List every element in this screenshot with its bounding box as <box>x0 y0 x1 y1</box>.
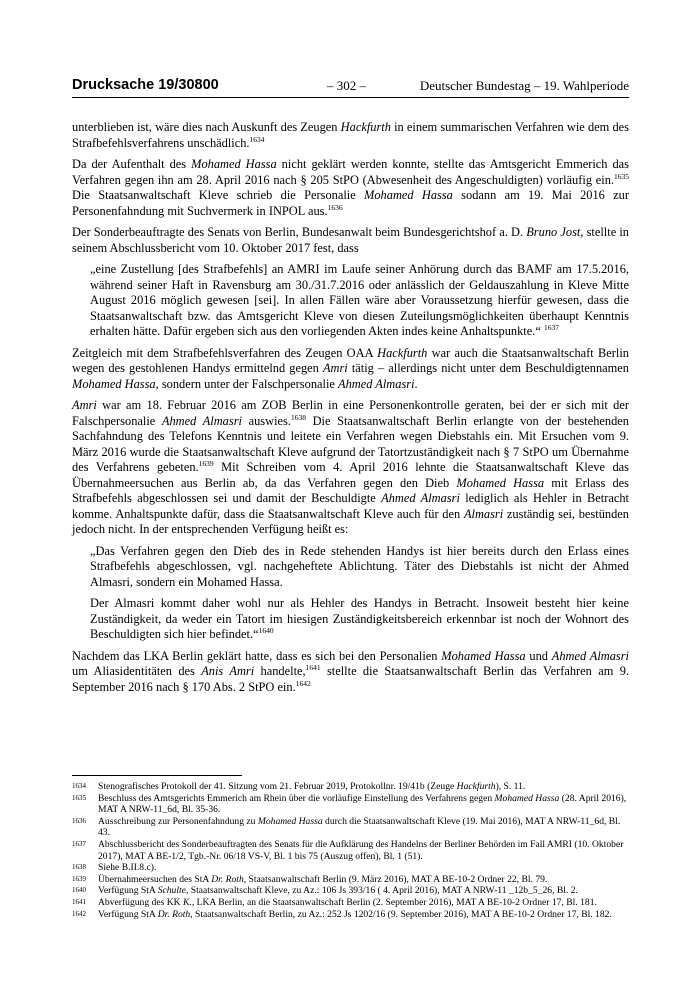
footnote-ref[interactable]: 1638 <box>290 412 306 422</box>
footnotes <box>72 781 629 920</box>
footnote-number: 1638 <box>72 863 86 872</box>
paragraph-3: Der Sonderbeauftragte des Senats von Berlin, Bundesanwalt beim Bundesgerichtshof a. D. Bruno Jost, stellte in seinem Abschlussbericht vom 10. Oktober 2017 fest, dass <box>72 225 629 255</box>
paragraph-2: Da der Aufenthalt des Mohamed Hassa nicht geklärt werden konnte, stellte das Amtsgericht Emmerich das Verfahren gegen ihn am 28. April 2016 nach § 205 StPO (Abwesenheit des Angeschuldigten) vorläufig ein.$^{1635}$ Die Staatsanwaltschaft Kleve schrieb die Personalie Mohamed Hassa sodann am 19. Mai 2016 zur Personenfahndung mit Suchvermerk in INPOL aus.$^{1636}$ <box>72 157 629 218</box>
footnote-ref[interactable]: 1641 <box>305 662 321 672</box>
footnote: 1635 Beschluss des Amtsgerichts Emmerich am Rhein über die vorläufige Einstellung des Verfahrens gegen Mohamed Hassa (28. April 2016), MAT A NRW-11_6d, Bl. 35-36. <box>72 792 627 816</box>
footnote-number: 1636 <box>72 816 86 825</box>
footnote: 1641 Abverfügung des KK K., LKA Berlin, an die Staatsanwaltschaft Berlin (2. September 2016), MAT A BE-10-2 Ordner 17, Bl. 181. <box>72 896 597 908</box>
footnote: 1637 Abschlussbericht des Sonderbeauftragten des Senats für die Aufklärung des Handelns der Berliner Behörden im Fall AMRI (10. Oktober 2017), MAT A BE-1/2, Tgb.-Nr. 06/18 VS-V, Bl. 1 bis 75 (Auszug offen), Bl. 1 (51). <box>72 838 624 862</box>
footnote-number: 1642 <box>72 909 86 918</box>
body-text <box>72 120 629 701</box>
footnote-number: 1639 <box>72 874 86 883</box>
footnote-ref[interactable]: 1640 <box>258 625 274 635</box>
page-number: – 302 – <box>327 78 366 93</box>
footnote: 1638 Siehe B.II.8.c). <box>72 862 157 874</box>
footnote-number: 1635 <box>72 793 86 802</box>
footnote-ref[interactable]: 1642 <box>295 678 311 688</box>
paragraph-5: Amri war am 18. Februar 2016 am ZOB Berlin in eine Personenkontrolle geraten, bei der er sich mit der Falschpersonalie Ahmed Almasri auswies.$^{1638}$ Die Staatsanwaltschaft Berlin erlangte von der bestehenden Sachfahndung des Telefons Kenntnis und leitete ein Verfahren wegen Diebstahls ein. Mit Ersuchen vom 9. März 2016 wurde die Staatsanwaltschaft Kleve aufgrund der Tatortzuständigkeit nach § 7 StPO um Übernahme des Verfahrens gebeten.$^{1639}$ Mit Schreiben vom 4. April 2016 lehnte die Staatsanwaltschaft Kleve das Übernahmeersuchen aus Berlin ab, da das Verfahren gegen den Dieb Mohamed Hassa mit Erlass des Strafbefehls abgeschlossen sei und damit der Beschuldigte Ahmed Almasri lediglich als Hehler in Betracht komme. Anhaltspunkte dafür, dass die Staatsanwaltschaft Kleve auch für den Almasri zuständig sei, bestünden jedoch nicht. In der entsprechenden Verfügung heißt es: <box>72 398 629 536</box>
drucksache-number: Drucksache 19/30800 <box>72 77 219 93</box>
footnote-ref[interactable]: 1637 <box>543 322 559 332</box>
footnote-number: 1641 <box>72 897 86 906</box>
paragraph-4: Zeitgleich mit dem Strafbefehlsverfahren des Zeugen OAA Hackfurth war auch die Staatsanwaltschaft Berlin wegen des gestohlenen Handys ermittelnd gegen Amri tätig – allerdings nicht unter dem Beschuldigtennamen Mohamed Hassa, sondern unter der Falschpersonalie Ahmed Almasri. <box>72 345 629 391</box>
footnote-divider <box>72 775 242 776</box>
footnote: 1639 Übernahmeersuchen des StA Dr. Roth, Staatsanwaltschaft Berlin (9. März 2016), MAT A BE-10-2 Ordner 22, Bl. 79. <box>72 873 548 885</box>
footnote-number: 1637 <box>72 839 86 848</box>
footnote: 1640 Verfügung StA Schulte, Staatsanwaltschaft Kleve, zu Az.: 106 Js 393/16 ( 4. April 2016), MAT A NRW-11 _12b_5_26, Bl. 2. <box>72 885 578 897</box>
footnote-ref[interactable]: 1636 <box>327 202 343 212</box>
footnote-ref[interactable]: 1634 <box>249 134 265 144</box>
paragraph-6: Nachdem das LKA Berlin geklärt hatte, dass es sich bei den Personalien Mohamed Hassa und Ahmed Almasri um Aliasidentitäten des Anis Amri handelte,$^{1641}$ stellte die Staatsanwaltschaft Berlin das Verfahren am 9. September 2016 nach § 170 Abs. 2 StPO ein.$^{1642}$ <box>72 648 629 694</box>
footnote: 1634 Stenografisches Protokoll der 41. Sitzung vom 21. Februar 2019, Protokollnr. 19/41b (Zeuge Hackfurth), S. 11. <box>72 781 526 792</box>
block-quote-2: „Das Verfahren gegen den Dieb des in Rede stehenden Handys ist hier bereits durch den Erlass eines Strafbefehls abgeschlossen, vgl. nachgeheftete Ablichtung. Täter des Diebstahls ist nicht der Ahmed Almasri, sondern ein Mohamed Hassa. <box>90 543 629 589</box>
footnote: 1642 Verfügung StA Dr. Roth, Staatsanwaltschaft Berlin, zu Az.: 252 Js 1202/16 (9. September 2016), MAT A BE-10-2 Ordner 17, Bl. 182. <box>72 908 612 920</box>
footnote-number: 1634 <box>72 782 86 790</box>
paragraph-1: unterblieben ist, wäre dies nach Auskunft des Zeugen Hackfurth in einem summarischen Verfahren wie dem des Strafbefehlsverfahrens unschädlich.$^{1634}$ <box>72 120 629 150</box>
block-quote-3: Der Almasri kommt daher wohl nur als Hehler des Handys in Betracht. Insoweit besteht hier keine Zuständigkeit, da weder ein Tatort im hiesigen Zuständigkeitsbereich erkennbar ist noch der Wohnort des Beschuldigten sich hier befindet.“$^{1640}$ <box>90 596 629 641</box>
footnote-number: 1640 <box>72 886 86 895</box>
block-quote-1: „eine Zustellung [des Strafbefehls] an AMRI im Laufe seiner Anhörung durch das BAMF am 17.5.2016, während seiner Haft in Ravensburg am 30./31.7.2016 oder anlässlich der Geldauszahlung in Kleve Mitte August 2016 möglich gewesen [sei]. In allen Fällen wäre aber Voraussetzung hierfür gewesen, dass die Staatsanwaltschaft bzw. das Amtsgericht Kleve von diesen Zuteilungsmöglichkeiten überhaupt Kenntnis erhalten hätte. Dafür ergeben sich aus den vorliegenden Akten indes keine Anhaltspunkte.“ $^{1637}$ <box>90 262 629 338</box>
footnote: 1636 Ausschreibung zur Personenfahndung zu Mohamed Hassa durch die Staatsanwaltschaft Kleve (19. Mai 2016), MAT A NRW-11_6d, Bl. 43. <box>72 815 621 839</box>
footnote-ref[interactable]: 1635 <box>614 171 629 181</box>
footnote-ref[interactable]: 1639 <box>198 458 214 468</box>
header-publisher: Deutscher Bundestag – 19. Wahlperiode <box>419 78 629 93</box>
page-header <box>72 77 629 98</box>
